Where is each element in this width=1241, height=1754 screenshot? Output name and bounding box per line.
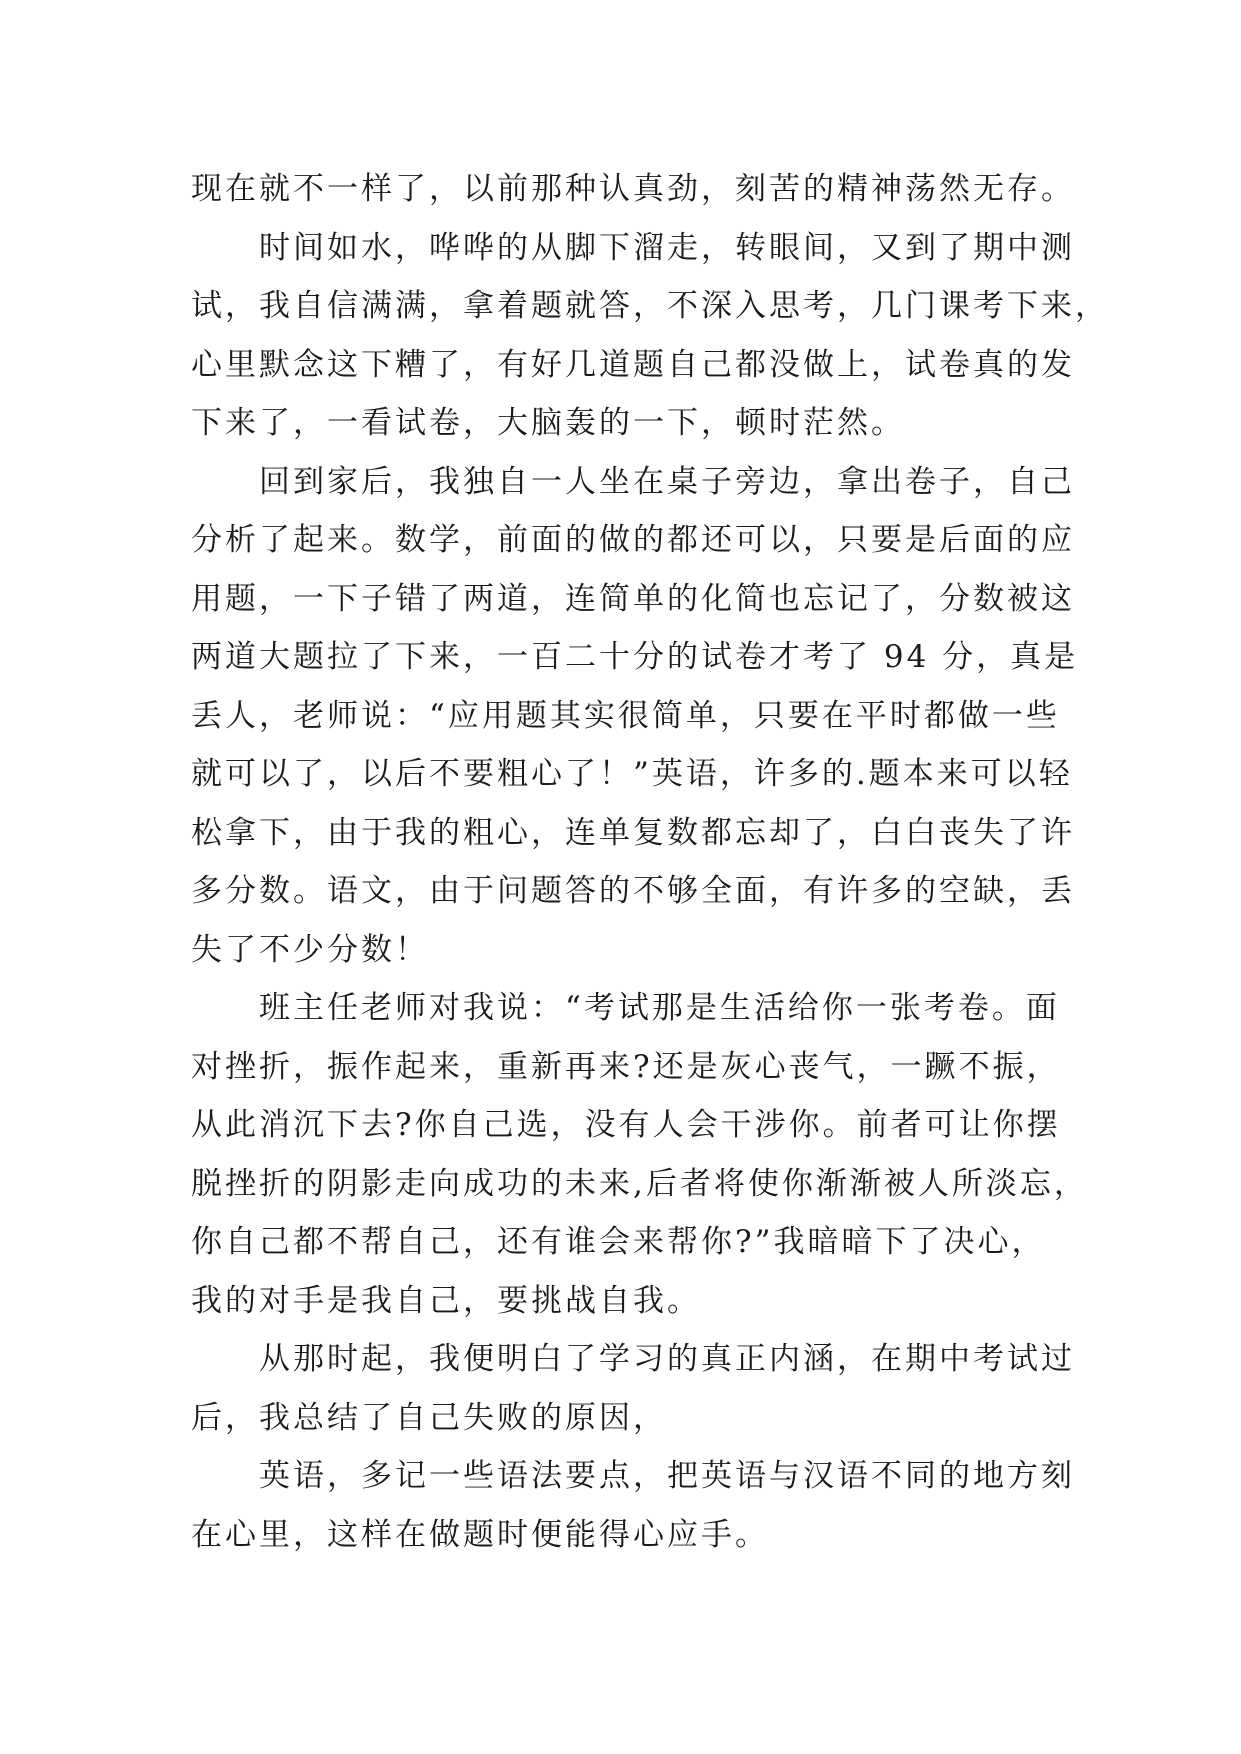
text-line: 我的对手是我自己，要挑战自我。: [191, 1282, 701, 1319]
paragraph-start-line: 班主任老师对我说：“考试那是生活给你一张考卷。面: [259, 990, 1060, 1026]
text-line: 从此消沉下去?你自己选，没有人会干涉你。前者可让你摆: [191, 1107, 1061, 1143]
text-line: 两道大题拉了下来，一百二十分的试卷才考了 94 分，真是: [191, 639, 1079, 675]
text-line: 在心里，这样在做题时便能得心应手。: [191, 1516, 769, 1553]
text-line: 对挫折，振作起来，重新再来?还是灰心丧气，一蹶不振，: [191, 1048, 1061, 1085]
text-line: 分析了起来。数学，前面的做的都还可以，只要是后面的应: [191, 522, 1075, 558]
text-line: 试，我自信满满，拿着题就答，不深入思考，几门课考下来，: [191, 288, 1109, 324]
text-line: 失了不少分数！: [191, 931, 429, 968]
text-line: 松拿下，由于我的粗心，连单复数都忘却了，白白丧失了许: [191, 814, 1075, 851]
text-line: 丢人，老师说：“应用题其实很简单，只要在平时都做一些: [191, 697, 1060, 734]
text-line: 现在就不一样了，以前那种认真劲，刻苦的精神荡然无存。: [191, 171, 1075, 207]
paragraph-start-line: 回到家后，我独自一人坐在桌子旁边，拿出卷子，自己: [259, 463, 1075, 500]
text-line: 后，我总结了自己失败的原因，: [191, 1399, 667, 1436]
paragraph-start-line: 英语，多记一些语法要点，把英语与汉语不同的地方刻: [259, 1458, 1075, 1494]
text-line: 就可以了，以后不要粗心了！”英语，许多的.题本来可以轻: [191, 756, 1073, 792]
paragraph-start-line: 从那时起，我便明白了学习的真正内涵，在期中考试过: [259, 1341, 1075, 1377]
text-line: 多分数。语文，由于问题答的不够全面，有许多的空缺，丢: [191, 873, 1075, 909]
text-line: 下来了，一看试卷，大脑轰的一下，顿时茫然。: [191, 405, 905, 441]
body-text: [191, 160, 1109, 1564]
text-line: 你自己都不帮自己，还有谁会来帮你?”我暗暗下了决心，: [191, 1224, 1046, 1260]
text-line: 用题，一下子错了两道，连简单的化简也忘记了，分数被这: [191, 580, 1075, 617]
text-line: 心里默念这下糟了，有好几道题自己都没做上，试卷真的发: [191, 346, 1075, 383]
paragraph-start-line: 时间如水，哗哗的从脚下溜走，转眼间，又到了期中测: [259, 229, 1075, 266]
text-line: 脱挫折的阴影走向成功的未来,后者将使你渐渐被人所淡忘，: [191, 1165, 1088, 1202]
